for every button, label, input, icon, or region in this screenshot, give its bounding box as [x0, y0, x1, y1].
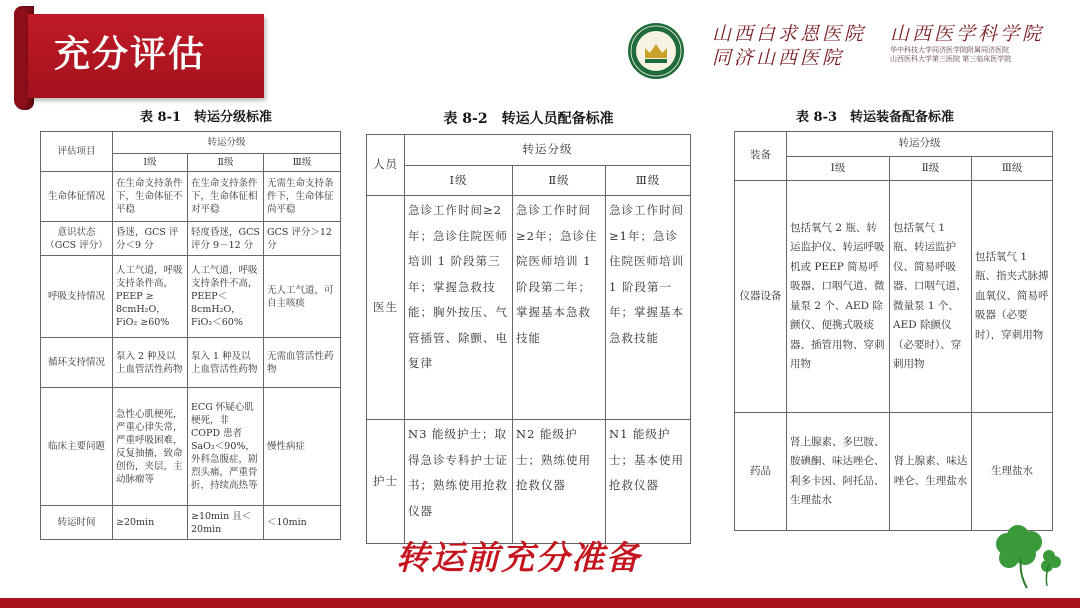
row-label: 仪器设备 — [735, 181, 787, 413]
table-caption: 表 8-1 转运分级标准 — [140, 110, 273, 125]
row-label: 意识状态（GCS 评分） — [41, 222, 113, 256]
table-cell: 轻度昏迷，GCS 评分 9－12 分 — [188, 222, 264, 256]
table-cell: 无人工气道，可自主咳痰 — [264, 256, 341, 338]
table-row — [41, 388, 341, 506]
header-group: 转运分级 — [113, 132, 341, 154]
table-row — [41, 506, 341, 540]
calligraphy-line-1: 山西白求恩医院 — [712, 23, 867, 45]
row-label: 呼吸支持情况 — [41, 256, 113, 338]
table-cell: GCS 评分＞12 分 — [264, 222, 341, 256]
table-row — [41, 222, 341, 256]
table-cell: 在生命支持条件下，生命体征不平稳 — [113, 172, 188, 222]
table-cell: N1 能级护士；基本使用抢救仪器 — [606, 420, 691, 544]
table-cell: 急诊工作时间≥1年；急诊住院医师培训 1 阶段第一年；掌握基本急救技能 — [606, 196, 691, 420]
header-level: Ⅱ级 — [890, 156, 972, 181]
table-cell: 急诊工作时间≥2年；急诊住院医师培训 1 阶段第三年；掌握急救技能；胸外按压、气管插管、除颤、电复律 — [405, 196, 513, 420]
table-cell: 急性心肌梗死，严重心律失常，严重呼吸困难，反复抽搐，致命创伤，夹层，主动脉瘤等 — [113, 388, 188, 506]
header-level: Ⅲ级 — [606, 165, 691, 196]
header-item: 人员 — [367, 135, 405, 196]
table-cell: ECG 怀疑心肌梗死，非 COPD 患者 SaO₂＜90%，外科急腹症，剧烈头痛，严重骨折，持续高热等 — [188, 388, 264, 506]
table-row — [41, 172, 341, 222]
table-transfer-grading — [40, 106, 341, 540]
table-row — [735, 413, 1053, 531]
table-cell: ≥10min 且＜20min — [188, 506, 264, 540]
table-row — [41, 256, 341, 338]
title-ribbon — [14, 6, 264, 104]
table-cell: 昏迷，GCS 评分＜9 分 — [113, 222, 188, 256]
row-label: 药品 — [735, 413, 787, 531]
header-level: Ⅰ级 — [405, 165, 513, 196]
row-label: 护士 — [367, 420, 405, 544]
table-cell: 肾上腺素、多巴胺、胺碘酮、味达唑仑、利多卡因、阿托品、生理盐水 — [787, 413, 890, 531]
hospital-emblem-icon — [627, 22, 685, 80]
table-cell: 人工气道，呼吸支持条件不高，PEEP＜8cmH₂O，FiO₂＜60% — [188, 256, 264, 338]
table-cell: 在生命支持条件下，生命体征相对平稳 — [188, 172, 264, 222]
header-group: 转运分级 — [405, 135, 691, 166]
table-row — [735, 181, 1053, 413]
header-item: 装备 — [735, 132, 787, 181]
table-cell: 无需血管活性药物 — [264, 338, 341, 388]
header-item: 评估项目 — [41, 132, 113, 172]
header-level: Ⅰ级 — [113, 154, 188, 172]
header-level: Ⅲ级 — [972, 156, 1053, 181]
academy-name-calligraphy — [890, 22, 1066, 64]
table-personnel-standard — [366, 108, 691, 544]
grading-table — [40, 131, 341, 540]
row-label: 临床主要问题 — [41, 388, 113, 506]
academy-name: 山西医学科学院 — [890, 23, 1045, 45]
table-cell: ≥20min — [113, 506, 188, 540]
table-caption: 表 8-3 转运装备配备标准 — [796, 110, 955, 125]
header-level: Ⅱ级 — [188, 154, 264, 172]
table-cell: 慢性病症 — [264, 388, 341, 506]
row-label: 医生 — [367, 196, 405, 420]
table-cell: 急诊工作时间≥2年；急诊住院医师培训 1 阶段第二年；掌握基本急救技能 — [513, 196, 606, 420]
hospital-name-calligraphy — [712, 22, 882, 70]
table-cell: 泵入 2 种及以上血管活性药物 — [113, 338, 188, 388]
header-group: 转运分级 — [787, 132, 1053, 157]
page-title: 充分评估 — [54, 34, 207, 75]
academy-affiliation-1: 华中科技大学同济医学院附属同济医院 — [890, 46, 1009, 54]
table-cell: 包括氧气 1 瓶、指夹式脉搏血氧仪、简易呼吸器（必要时），穿刺用物 — [972, 181, 1053, 413]
header-level: Ⅰ级 — [787, 156, 890, 181]
header-level: Ⅲ级 — [264, 154, 341, 172]
row-label: 转运时间 — [41, 506, 113, 540]
row-label: 生命体征情况 — [41, 172, 113, 222]
calligraphy-line-2: 同济山西医院 — [712, 47, 845, 69]
table-row — [367, 196, 691, 420]
table-equipment-standard — [734, 106, 1053, 531]
table-cell: N3 能级护士；取得急诊专科护士证书；熟练使用抢救仪器 — [405, 420, 513, 544]
table-cell: 生理盐水 — [972, 413, 1053, 531]
table-cell: ＜10min — [264, 506, 341, 540]
table-cell: N2 能级护士；熟练使用抢救仪器 — [513, 420, 606, 544]
four-leaf-clover-icon — [985, 522, 1063, 592]
equipment-table — [734, 131, 1053, 531]
table-row — [367, 420, 691, 544]
personnel-table — [366, 134, 691, 544]
table-cell: 无需生命支持条件下，生命体征尚平稳 — [264, 172, 341, 222]
academy-affiliation-2: 山西医科大学第三医院 第三临床医学院 — [890, 55, 1012, 63]
table-cell: 包括氧气 1 瓶、转运监护仪、简易呼吸器、口咽气道、微量泵 1 个、AED 除颤仪（必要时）、穿刺用物 — [890, 181, 972, 413]
row-label: 循环支持情况 — [41, 338, 113, 388]
preparation-caption: 转运前充分准备 — [396, 538, 641, 577]
table-row — [41, 338, 341, 388]
header-level: Ⅱ级 — [513, 165, 606, 196]
footer-bar — [0, 598, 1080, 608]
table-cell: 肾上腺素、味达唑仑、生理盐水 — [890, 413, 972, 531]
table-cell: 人工气道，呼吸支持条件高，PEEP ≥ 8cmH₂O，FiO₂ ≥60% — [113, 256, 188, 338]
table-cell: 泵入 1 种及以上血管活性药物 — [188, 338, 264, 388]
table-caption: 表 8-2 转运人员配备标准 — [443, 111, 614, 127]
table-cell: 包括氧气 2 瓶、转运监护仪、转运呼吸机或 PEEP 简易呼吸器、口咽气道、微量泵 2 个、AED 除颤仪、便携式吸痰器、插管用物、穿刺用物 — [787, 181, 890, 413]
